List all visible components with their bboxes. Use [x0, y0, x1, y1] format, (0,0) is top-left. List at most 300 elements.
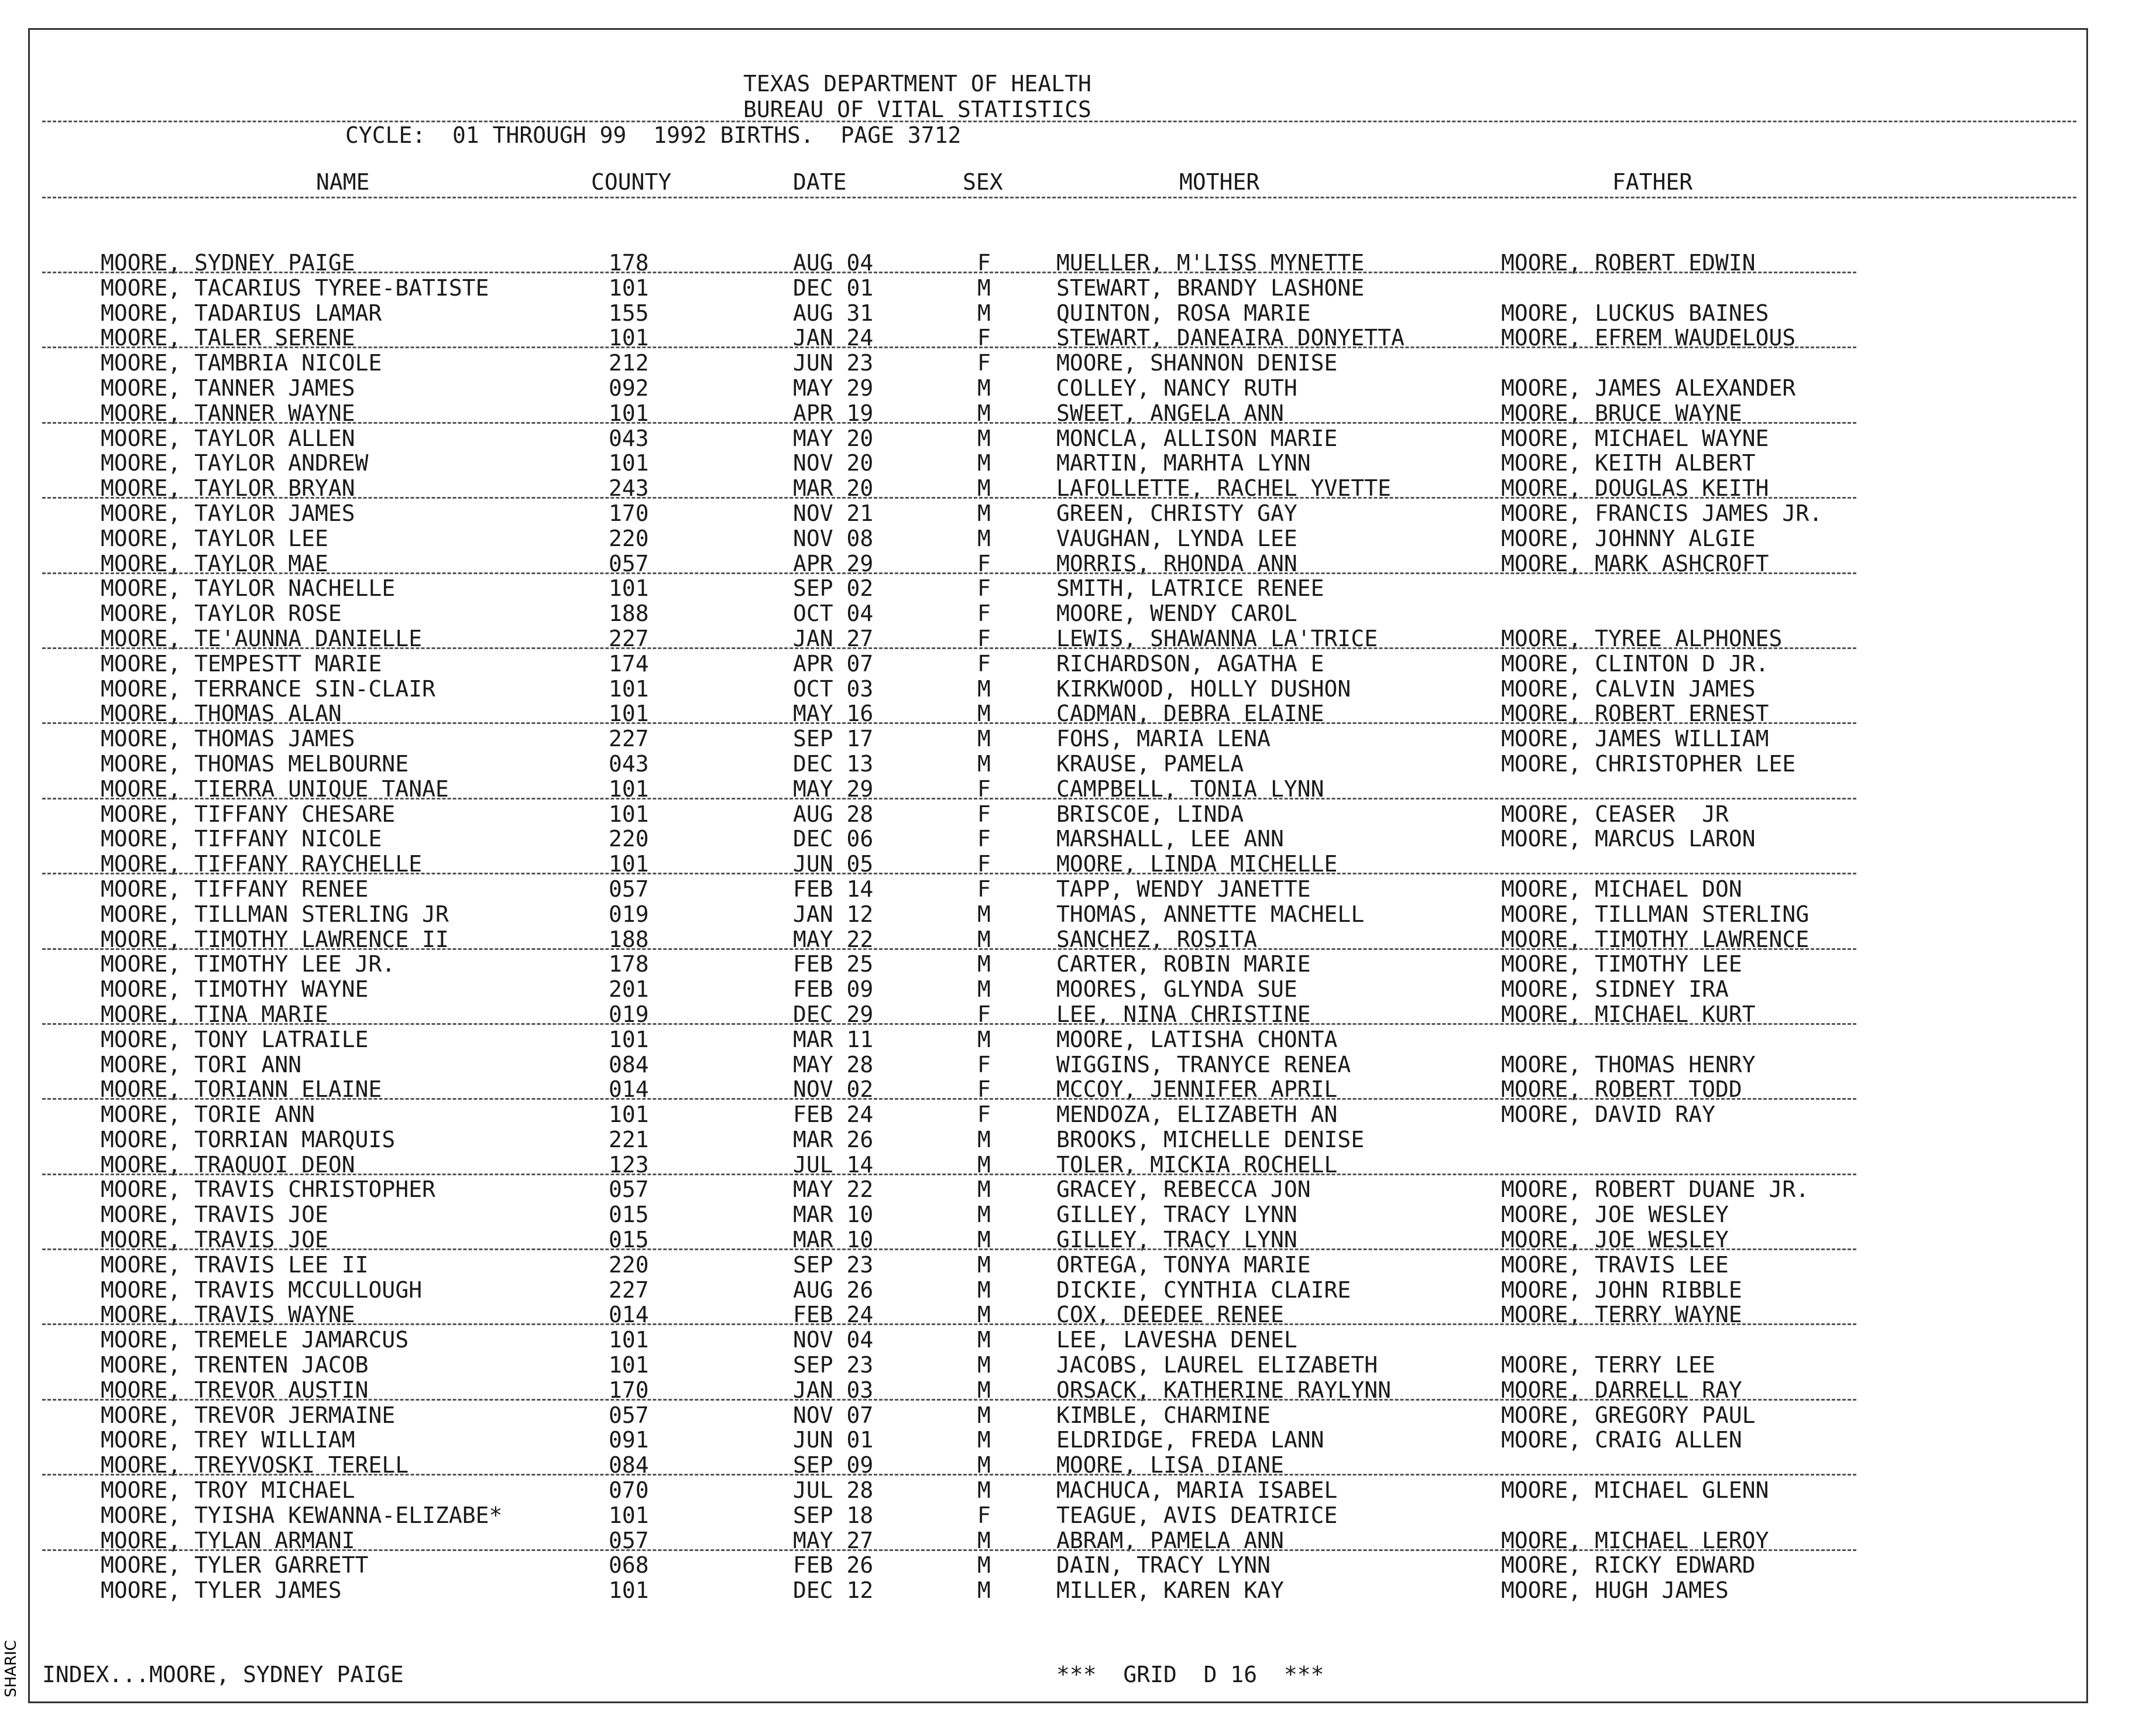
- cell-date: MAR 26: [793, 1126, 874, 1152]
- cell-name: MOORE, TAMBRIA NICOLE: [101, 350, 382, 376]
- cell-mother: LAFOLLETTE, RACHEL YVETTE: [1056, 475, 1391, 502]
- cell-date: JUN 01: [793, 1427, 874, 1453]
- cell-county: 043: [609, 750, 649, 777]
- cell-mother: GILLEY, TRACY LYNN: [1056, 1227, 1297, 1253]
- cell-father: MOORE, DARRELL RAY: [1501, 1377, 1742, 1403]
- cell-name: MOORE, TIMOTHY WAYNE: [101, 976, 369, 1003]
- cell-date: JAN 24: [793, 325, 874, 351]
- cell-mother: MOORE, LINDA MICHELLE: [1056, 851, 1338, 877]
- cell-father: MOORE, THOMAS HENRY: [1501, 1051, 1756, 1078]
- cell-county: 015: [609, 1227, 649, 1253]
- cell-mother: ORSACK, KATHERINE RAYLYNN: [1056, 1377, 1391, 1403]
- cell-county: 220: [609, 525, 649, 551]
- cell-mother: MARTIN, MARHTA LYNN: [1056, 450, 1311, 476]
- cell-name: MOORE, THOMAS ALAN: [101, 701, 342, 727]
- cell-father: MOORE, CEASER JR: [1501, 801, 1729, 827]
- cell-county: 212: [609, 350, 649, 376]
- table-row: [0, 1027, 2146, 1052]
- cell-county: 201: [609, 976, 649, 1003]
- cell-mother: MOORE, LISA DIANE: [1056, 1452, 1284, 1478]
- table-row: [0, 927, 2146, 952]
- cell-county: 043: [609, 425, 649, 451]
- table-row: [0, 351, 2146, 376]
- cell-date: SEP 23: [793, 1352, 874, 1378]
- cell-county: 155: [609, 300, 649, 326]
- cell-father: MOORE, ROBERT DUANE JR.: [1501, 1176, 1809, 1203]
- cell-sex: M: [977, 1552, 991, 1579]
- cell-mother: LEE, NINA CHRISTINE: [1056, 1001, 1311, 1027]
- cell-father: MOORE, KEITH ALBERT: [1501, 450, 1756, 476]
- cell-county: 091: [609, 1427, 649, 1453]
- cell-sex: M: [977, 450, 991, 476]
- table-row: [0, 1152, 2146, 1178]
- cell-mother: TOLER, MICKIA ROCHELL: [1056, 1151, 1338, 1178]
- table-row: [0, 977, 2146, 1002]
- cell-name: MOORE, TINA MARIE: [101, 1001, 328, 1027]
- cell-name: MOORE, TRAVIS JOE: [101, 1202, 328, 1228]
- cell-county: 101: [609, 1327, 649, 1353]
- table-row: [0, 1503, 2146, 1528]
- cell-sex: M: [977, 300, 991, 326]
- cell-date: DEC 13: [793, 750, 874, 777]
- cell-father: MOORE, EFREM WAUDELOUS: [1501, 325, 1796, 351]
- cell-sex: F: [977, 1102, 991, 1128]
- cell-mother: MCCOY, JENNIFER APRIL: [1056, 1076, 1338, 1103]
- cell-father: MOORE, GREGORY PAUL: [1501, 1402, 1756, 1428]
- cell-mother: MOORE, WENDY CAROL: [1056, 601, 1297, 627]
- table-row: [0, 251, 2146, 276]
- cell-father: MOORE, JAMES ALEXANDER: [1501, 375, 1796, 401]
- table-row: [0, 401, 2146, 426]
- table-row: [0, 701, 2146, 726]
- cell-mother: KIMBLE, CHARMINE: [1056, 1402, 1271, 1428]
- cell-county: 101: [609, 400, 649, 426]
- cell-mother: GREEN, CHRISTY GAY: [1056, 500, 1297, 526]
- cell-mother: CADMAN, DEBRA ELAINE: [1056, 701, 1324, 727]
- cell-mother: MORRIS, RHONDA ANN: [1056, 550, 1297, 577]
- cell-date: JUN 23: [793, 350, 874, 376]
- cell-father: MOORE, TYREE ALPHONES: [1501, 625, 1783, 651]
- cell-name: MOORE, TREVOR AUSTIN: [101, 1377, 369, 1403]
- cell-name: MOORE, SYDNEY PAIGE: [101, 250, 355, 276]
- bureau-title: BUREAU OF VITAL STATISTICS: [743, 97, 1091, 122]
- cell-county: 178: [609, 250, 649, 276]
- cell-name: MOORE, THOMAS MELBOURNE: [101, 750, 409, 777]
- cell-date: MAY 28: [793, 1051, 874, 1078]
- cell-mother: MACHUCA, MARIA ISABEL: [1056, 1477, 1338, 1504]
- cell-name: MOORE, TALER SERENE: [101, 325, 355, 351]
- cell-sex: M: [977, 926, 991, 952]
- table-row: [0, 426, 2146, 451]
- table-row: [0, 1202, 2146, 1227]
- cell-name: MOORE, TAYLOR ALLEN: [101, 425, 355, 451]
- cell-name: MOORE, TAYLOR NACHELLE: [101, 575, 396, 602]
- cell-name: MOORE, TRAVIS JOE: [101, 1227, 328, 1253]
- cell-county: 101: [609, 1102, 649, 1128]
- cell-father: MOORE, FRANCIS JAMES JR.: [1501, 500, 1823, 526]
- cell-date: DEC 06: [793, 826, 874, 852]
- cell-sex: F: [977, 350, 991, 376]
- cell-sex: M: [977, 1352, 991, 1378]
- cell-name: MOORE, TRAVIS MCCULLOUGH: [101, 1277, 423, 1303]
- cell-sex: M: [977, 701, 991, 727]
- cell-county: 101: [609, 325, 649, 351]
- cell-father: MOORE, JOE WESLEY: [1501, 1202, 1729, 1228]
- cell-sex: F: [977, 650, 991, 677]
- cell-name: MOORE, TYLAN ARMANI: [101, 1527, 355, 1553]
- cell-name: MOORE, TREVOR JERMAINE: [101, 1402, 396, 1428]
- cell-sex: M: [977, 901, 991, 927]
- cell-date: APR 19: [793, 400, 874, 426]
- table-row: [0, 376, 2146, 401]
- cell-mother: SANCHEZ, ROSITA: [1056, 926, 1258, 952]
- table-row: [0, 1278, 2146, 1303]
- cell-sex: M: [977, 1176, 991, 1203]
- cell-county: 227: [609, 625, 649, 651]
- cell-sex: M: [977, 1527, 991, 1553]
- cell-mother: SMITH, LATRICE RENEE: [1056, 575, 1324, 602]
- cell-name: MOORE, TIFFANY RAYCHELLE: [101, 851, 423, 877]
- table-row: [0, 677, 2146, 702]
- cell-father: MOORE, TIMOTHY LEE: [1501, 951, 1742, 977]
- cell-mother: BRISCOE, LINDA: [1056, 801, 1244, 827]
- cell-sex: M: [977, 1026, 991, 1052]
- cell-date: MAY 20: [793, 425, 874, 451]
- table-row: [0, 1327, 2146, 1353]
- table-row: [0, 777, 2146, 802]
- cell-date: SEP 09: [793, 1452, 874, 1478]
- cell-name: MOORE, TORI ANN: [101, 1051, 302, 1078]
- column-header-county: COUNTY: [591, 169, 672, 195]
- cell-father: MOORE, JOHN RIBBLE: [1501, 1277, 1742, 1303]
- cell-name: MOORE, TAYLOR JAMES: [101, 500, 355, 526]
- cell-county: 227: [609, 726, 649, 752]
- table-row: [0, 1353, 2146, 1378]
- cell-sex: M: [977, 726, 991, 752]
- cell-mother: MENDOZA, ELIZABETH AN: [1056, 1102, 1338, 1128]
- cell-father: MOORE, MICHAEL GLENN: [1501, 1477, 1769, 1504]
- department-title: TEXAS DEPARTMENT OF HEALTH: [743, 71, 1091, 97]
- cell-father: MOORE, ROBERT TODD: [1501, 1076, 1742, 1103]
- cell-father: MOORE, BRUCE WAYNE: [1501, 400, 1742, 426]
- cell-mother: SWEET, ANGELA ANN: [1056, 400, 1284, 426]
- cell-father: MOORE, TERRY WAYNE: [1501, 1302, 1742, 1328]
- cell-date: SEP 02: [793, 575, 874, 602]
- cell-mother: QUINTON, ROSA MARIE: [1056, 300, 1311, 326]
- records-table: [0, 251, 2146, 1603]
- cell-sex: M: [977, 475, 991, 502]
- cell-mother: STEWART, BRANDY LASHONE: [1056, 275, 1365, 301]
- cell-father: MOORE, CRAIG ALLEN: [1501, 1427, 1742, 1453]
- cell-date: OCT 04: [793, 601, 874, 627]
- cell-date: JAN 03: [793, 1377, 874, 1403]
- cell-sex: M: [977, 1477, 991, 1504]
- cell-county: 101: [609, 776, 649, 802]
- cell-name: MOORE, TORIANN ELAINE: [101, 1076, 382, 1103]
- table-row: [0, 1453, 2146, 1478]
- table-row: [0, 1403, 2146, 1428]
- column-header-sex: SEX: [963, 169, 1003, 195]
- table-row: [0, 1478, 2146, 1503]
- cell-mother: GILLEY, TRACY LYNN: [1056, 1202, 1297, 1228]
- cell-mother: CAMPBELL, TONIA LYNN: [1056, 776, 1324, 802]
- cell-date: FEB 24: [793, 1102, 874, 1128]
- cell-mother: LEWIS, SHAWANNA LA'TRICE: [1056, 625, 1378, 651]
- cell-mother: MARSHALL, LEE ANN: [1056, 826, 1284, 852]
- cell-county: 057: [609, 550, 649, 577]
- cell-father: MOORE, JAMES WILLIAM: [1501, 726, 1769, 752]
- cell-county: 101: [609, 701, 649, 727]
- cell-county: 068: [609, 1552, 649, 1579]
- side-label: SHARIC: [2, 1640, 20, 1697]
- cell-sex: M: [977, 1202, 991, 1228]
- cell-name: MOORE, TREYVOSKI TERELL: [101, 1452, 409, 1478]
- cell-date: NOV 07: [793, 1402, 874, 1428]
- cell-father: MOORE, DAVID RAY: [1501, 1102, 1716, 1128]
- cell-county: 014: [609, 1076, 649, 1103]
- table-row: [0, 1052, 2146, 1078]
- cell-name: MOORE, TYLER GARRETT: [101, 1552, 369, 1579]
- table-row: [0, 1428, 2146, 1453]
- table-row: [0, 877, 2146, 902]
- table-row: [0, 301, 2146, 326]
- cell-sex: M: [977, 675, 991, 702]
- table-row: [0, 1528, 2146, 1553]
- cell-mother: CARTER, ROBIN MARIE: [1056, 951, 1311, 977]
- cell-county: 170: [609, 500, 649, 526]
- table-row: [0, 1578, 2146, 1603]
- cell-sex: F: [977, 1076, 991, 1103]
- cell-name: MOORE, TANNER JAMES: [101, 375, 355, 401]
- cell-sex: F: [977, 776, 991, 802]
- cell-sex: M: [977, 1277, 991, 1303]
- cell-county: 227: [609, 1277, 649, 1303]
- cell-sex: M: [977, 1151, 991, 1178]
- cell-father: MOORE, LUCKUS BAINES: [1501, 300, 1769, 326]
- cell-name: MOORE, TILLMAN STERLING JR: [101, 901, 449, 927]
- cell-sex: F: [977, 826, 991, 852]
- table-row: [0, 1002, 2146, 1027]
- cell-father: MOORE, DOUGLAS KEITH: [1501, 475, 1769, 502]
- table-row: [0, 325, 2146, 351]
- table-row: [0, 576, 2146, 601]
- cell-mother: WIGGINS, TRANYCE RENEA: [1056, 1051, 1351, 1078]
- cell-sex: M: [977, 400, 991, 426]
- cell-name: MOORE, TORIE ANN: [101, 1102, 315, 1128]
- cell-father: MOORE, JOE WESLEY: [1501, 1227, 1729, 1253]
- table-row: [0, 952, 2146, 977]
- table-row: [0, 852, 2146, 877]
- cell-date: NOV 21: [793, 500, 874, 526]
- column-header-name: NAME: [316, 169, 370, 195]
- cell-date: NOV 20: [793, 450, 874, 476]
- table-row: [0, 451, 2146, 476]
- cell-date: DEC 12: [793, 1577, 874, 1604]
- cell-sex: M: [977, 976, 991, 1003]
- cell-county: 057: [609, 1176, 649, 1203]
- cell-county: 220: [609, 826, 649, 852]
- cell-date: SEP 18: [793, 1502, 874, 1528]
- cell-name: MOORE, TACARIUS TYREE-BATISTE: [101, 275, 489, 301]
- cell-date: MAY 22: [793, 1176, 874, 1203]
- cell-date: MAR 10: [793, 1227, 874, 1253]
- cell-mother: ABRAM, PAMELA ANN: [1056, 1527, 1284, 1553]
- cell-mother: KRAUSE, PAMELA: [1056, 750, 1244, 777]
- cell-father: MOORE, CLINTON D JR.: [1501, 650, 1769, 677]
- cell-date: FEB 14: [793, 876, 874, 902]
- cell-name: MOORE, TEMPESTT MARIE: [101, 650, 382, 677]
- cell-sex: M: [977, 1251, 991, 1278]
- cell-date: MAR 10: [793, 1202, 874, 1228]
- cell-name: MOORE, TERRANCE SIN-CLAIR: [101, 675, 435, 702]
- cell-name: MOORE, TAYLOR ROSE: [101, 601, 342, 627]
- cell-county: 101: [609, 675, 649, 702]
- cell-father: MOORE, TERRY LEE: [1501, 1352, 1716, 1378]
- cell-date: MAY 29: [793, 375, 874, 401]
- cell-county: 070: [609, 1477, 649, 1504]
- cell-date: DEC 01: [793, 275, 874, 301]
- cell-name: MOORE, TRAVIS CHRISTOPHER: [101, 1176, 435, 1203]
- cell-date: SEP 23: [793, 1251, 874, 1278]
- cell-name: MOORE, TROY MICHAEL: [101, 1477, 355, 1504]
- cell-county: 170: [609, 1377, 649, 1403]
- cell-name: MOORE, TREMELE JAMARCUS: [101, 1327, 409, 1353]
- cell-mother: RICHARDSON, AGATHA E: [1056, 650, 1324, 677]
- cell-mother: GRACEY, REBECCA JON: [1056, 1176, 1311, 1203]
- column-header-mother: MOTHER: [1179, 169, 1260, 195]
- cell-county: 015: [609, 1202, 649, 1228]
- table-row: [0, 802, 2146, 827]
- cell-county: 019: [609, 901, 649, 927]
- cell-date: FEB 26: [793, 1552, 874, 1579]
- cell-father: MOORE, MARCUS LARON: [1501, 826, 1756, 852]
- cell-date: JUN 05: [793, 851, 874, 877]
- cell-sex: M: [977, 1227, 991, 1253]
- table-row: [0, 752, 2146, 777]
- cell-father: MOORE, JOHNNY ALGIE: [1501, 525, 1756, 551]
- cell-name: MOORE, THOMAS JAMES: [101, 726, 355, 752]
- table-row: [0, 276, 2146, 301]
- cell-date: AUG 26: [793, 1277, 874, 1303]
- cell-father: MOORE, MICHAEL WAYNE: [1501, 425, 1769, 451]
- cell-sex: M: [977, 951, 991, 977]
- cell-mother: ELDRIDGE, FREDA LANN: [1056, 1427, 1324, 1453]
- cell-mother: VAUGHAN, LYNDA LEE: [1056, 525, 1297, 551]
- cell-name: MOORE, TORRIAN MARQUIS: [101, 1126, 396, 1152]
- cell-father: MOORE, ROBERT ERNEST: [1501, 701, 1769, 727]
- cell-mother: FOHS, MARIA LENA: [1056, 726, 1271, 752]
- cell-sex: F: [977, 601, 991, 627]
- cell-date: MAY 27: [793, 1527, 874, 1553]
- cell-sex: F: [977, 325, 991, 351]
- cell-name: MOORE, TIFFANY RENEE: [101, 876, 369, 902]
- cell-name: MOORE, TRAQUOI DEON: [101, 1151, 355, 1178]
- cell-mother: COLLEY, NANCY RUTH: [1056, 375, 1297, 401]
- cell-date: AUG 04: [793, 250, 874, 276]
- cell-father: MOORE, RICKY EDWARD: [1501, 1552, 1756, 1579]
- cell-father: MOORE, ROBERT EDWIN: [1501, 250, 1756, 276]
- cell-county: 101: [609, 1502, 649, 1528]
- cell-county: 057: [609, 876, 649, 902]
- table-row: [0, 1553, 2146, 1578]
- column-header-date: DATE: [793, 169, 847, 195]
- table-row: [0, 651, 2146, 677]
- table-row: [0, 826, 2146, 852]
- cell-county: 101: [609, 450, 649, 476]
- cell-mother: TEAGUE, AVIS DEATRICE: [1056, 1502, 1338, 1528]
- cell-name: MOORE, TONY LATRAILE: [101, 1026, 369, 1052]
- cell-name: MOORE, TIMOTHY LAWRENCE II: [101, 926, 449, 952]
- cell-sex: M: [977, 1327, 991, 1353]
- cell-sex: M: [977, 275, 991, 301]
- cell-mother: MOORE, LATISHA CHONTA: [1056, 1026, 1338, 1052]
- cell-date: MAR 11: [793, 1026, 874, 1052]
- cell-father: MOORE, MARK ASHCROFT: [1501, 550, 1769, 577]
- cell-sex: F: [977, 1502, 991, 1528]
- cycle-line: CYCLE: 01 THROUGH 99 1992 BIRTHS. PAGE 3712: [345, 122, 962, 148]
- cell-county: 101: [609, 1352, 649, 1378]
- cell-mother: ORTEGA, TONYA MARIE: [1056, 1251, 1311, 1278]
- table-row: [0, 1177, 2146, 1202]
- cell-county: 243: [609, 475, 649, 502]
- cell-father: MOORE, SIDNEY IRA: [1501, 976, 1729, 1003]
- cell-father: MOORE, TRAVIS LEE: [1501, 1251, 1729, 1278]
- cell-county: 221: [609, 1126, 649, 1152]
- cell-father: MOORE, TILLMAN STERLING: [1501, 901, 1809, 927]
- cell-mother: MONCLA, ALLISON MARIE: [1056, 425, 1338, 451]
- table-row: [0, 1253, 2146, 1278]
- cell-name: MOORE, TIFFANY NICOLE: [101, 826, 382, 852]
- cell-county: 178: [609, 951, 649, 977]
- cell-name: MOORE, TYISHA KEWANNA-ELIZABE*: [101, 1502, 503, 1528]
- cell-mother: DICKIE, CYNTHIA CLAIRE: [1056, 1277, 1351, 1303]
- table-row: [0, 1378, 2146, 1403]
- cell-date: MAY 16: [793, 701, 874, 727]
- cell-name: MOORE, TIERRA UNIQUE TANAE: [101, 776, 449, 802]
- cell-sex: M: [977, 525, 991, 551]
- cell-mother: MOORES, GLYNDA SUE: [1056, 976, 1297, 1003]
- cell-mother: KIRKWOOD, HOLLY DUSHON: [1056, 675, 1351, 702]
- column-header-father: FATHER: [1612, 169, 1693, 195]
- cell-county: 014: [609, 1302, 649, 1328]
- table-row: [0, 1302, 2146, 1327]
- cell-sex: F: [977, 876, 991, 902]
- cell-date: OCT 03: [793, 675, 874, 702]
- cell-name: MOORE, TE'AUNNA DANIELLE: [101, 625, 423, 651]
- cell-county: 057: [609, 1527, 649, 1553]
- cell-sex: M: [977, 375, 991, 401]
- cell-mother: BROOKS, MICHELLE DENISE: [1056, 1126, 1365, 1152]
- table-row: [0, 601, 2146, 626]
- cell-mother: JACOBS, LAUREL ELIZABETH: [1056, 1352, 1378, 1378]
- cell-name: MOORE, TAYLOR BRYAN: [101, 475, 355, 502]
- cell-sex: F: [977, 250, 991, 276]
- cell-sex: M: [977, 1126, 991, 1152]
- table-row: [0, 1127, 2146, 1152]
- cell-date: JAN 12: [793, 901, 874, 927]
- cell-sex: M: [977, 425, 991, 451]
- cell-county: 084: [609, 1452, 649, 1478]
- cell-county: 101: [609, 801, 649, 827]
- cell-county: 092: [609, 375, 649, 401]
- table-row: [0, 476, 2146, 501]
- cell-date: NOV 02: [793, 1076, 874, 1103]
- cell-date: MAY 22: [793, 926, 874, 952]
- cell-name: MOORE, TAYLOR ANDREW: [101, 450, 369, 476]
- table-row: [0, 902, 2146, 927]
- cell-father: MOORE, MICHAEL DON: [1501, 876, 1742, 902]
- cell-county: 188: [609, 926, 649, 952]
